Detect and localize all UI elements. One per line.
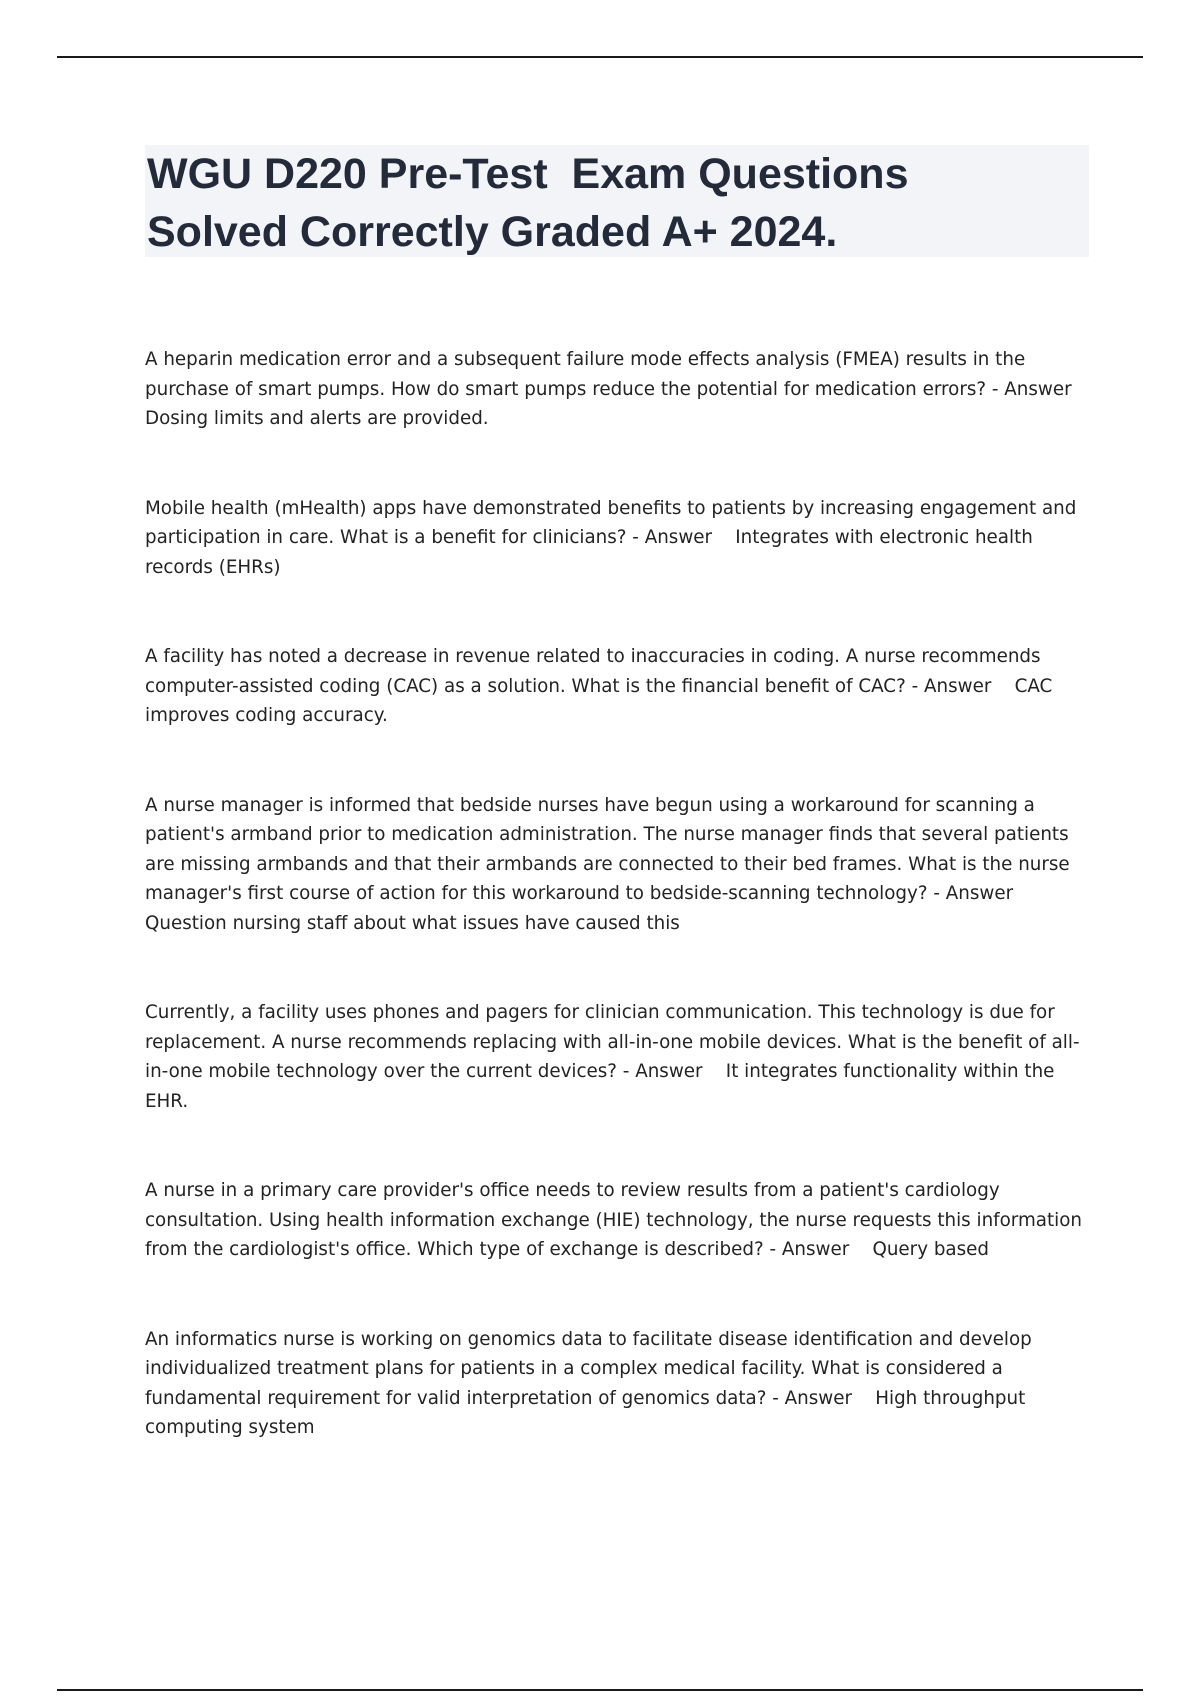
question-text: Currently, a facility uses phones and pagers for clinician communication. This technology is due for replacement. A nurse recommends replacing with all-in-one mobile devices. What is the benefit of all-in-one mobile technology over the current devices? xyxy=(145,1002,1080,1082)
top-rule xyxy=(57,56,1143,58)
answer-separator: - Answer xyxy=(626,527,736,548)
answer-text: Question nursing staff about what issues have caused this xyxy=(145,912,680,934)
question-text: An informatics nurse is working on genomics data to facilitate disease identification and develop individualized treatment plans for patients in a complex medical facility. What is considered a fundamental requirement for valid interpretation of genomics data? xyxy=(145,1328,1038,1409)
page-title: WGU D220 Pre-Test Exam Questions Solved Correctly Graded A+ 2024. xyxy=(147,150,909,256)
answer-text: High throughput computing system xyxy=(145,1387,1032,1438)
question-item-7 xyxy=(145,1325,1089,1443)
question-text: A nurse in a primary care provider's office needs to review results from a patient's cardiology consultation. Using health information exchange (HIE) technology, the nurse requests this information from the cardiologist's office. Which type of exchange is described? xyxy=(145,1180,1088,1260)
answer-text: Dosing limits and alerts are provided. xyxy=(145,408,489,429)
bottom-rule xyxy=(57,1689,1143,1691)
answer-separator: - Answer xyxy=(766,1387,876,1409)
question-item-1 xyxy=(145,345,1089,434)
question-item-5 xyxy=(145,998,1089,1116)
question-list xyxy=(145,345,1089,1443)
answer-text: Integrates with electronic health records (EHRs) xyxy=(145,527,1039,578)
answer-text: CAC improves coding accuracy. xyxy=(145,675,1059,726)
title-block xyxy=(145,145,1089,257)
answer-separator: - Answer xyxy=(927,883,1019,904)
question-text: A nurse manager is informed that bedside nurses have begun using a workaround for scanning a patient's armband prior to medication administration. The nurse manager finds that several patients are missing armbands and that their armbands are connected to their bed frames. What is the nurse manager's first course of action for this workaround to bedside-scanning technology? xyxy=(145,794,1076,904)
answer-separator: - Answer xyxy=(763,1239,873,1260)
question-item-2 xyxy=(145,494,1089,583)
question-item-3 xyxy=(145,642,1089,731)
question-item-4 xyxy=(145,791,1089,939)
answer-separator: - Answer xyxy=(986,378,1078,400)
answer-text: It integrates functionality within the EHR. xyxy=(145,1061,1061,1112)
question-text: Mobile health (mHealth) apps have demonstrated benefits to patients by increasing engagement and participation in care. What is a benefit for clinicians? xyxy=(145,497,1083,548)
question-item-6 xyxy=(145,1176,1089,1265)
answer-separator: - Answer xyxy=(905,675,1015,697)
question-text: A facility has noted a decrease in revenue related to inaccuracies in coding. A nurse recommends computer-assisted coding (CAC) as a solution. What is the financial benefit of CAC? xyxy=(145,646,1047,697)
question-text: A heparin medication error and a subsequent failure mode effects analysis (FMEA) results in the purchase of smart pumps. How do smart pumps reduce the potential for medication errors? xyxy=(145,349,1031,400)
answer-separator: - Answer xyxy=(617,1061,726,1082)
answer-text: Query based xyxy=(872,1239,990,1260)
